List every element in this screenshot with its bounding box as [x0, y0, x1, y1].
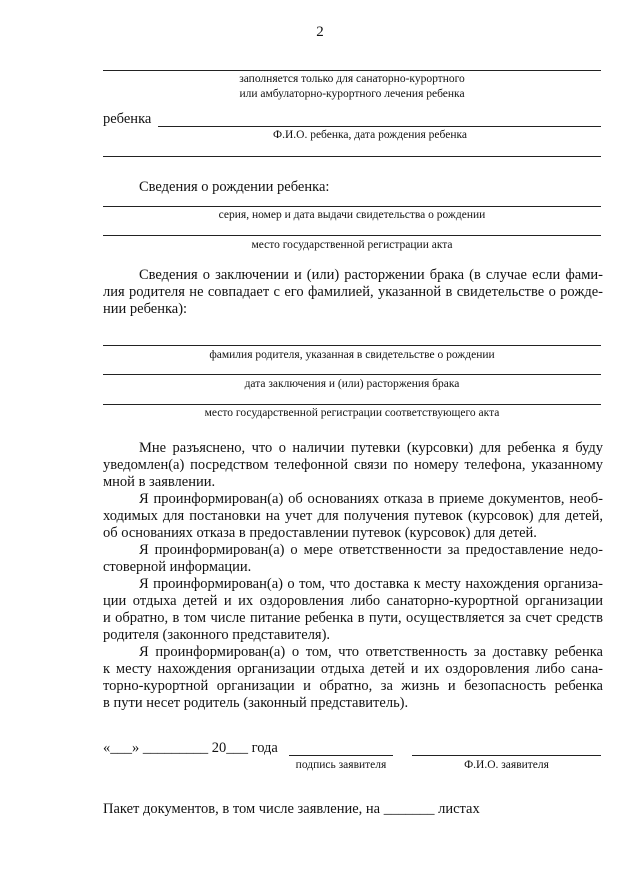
statement-2-line: об основаниях отказа в предоставлении путевок (курсовок) для детей. — [103, 525, 537, 541]
marriage-caption-1: фамилия родителя, указанная в свидетельстве о рождении — [209, 349, 495, 361]
statement-2-line: Я проинформирован(а) об основаниях отказа в приеме документов, необ- — [139, 491, 603, 507]
marriage-date-field[interactable] — [103, 374, 601, 375]
child-name-field[interactable] — [158, 126, 601, 127]
top-caption-line-2: или амбулаторно-курортного лечения ребенка — [239, 88, 465, 100]
statement-5-line: в пути несет родитель (законный представитель). — [103, 695, 409, 711]
signature-caption: подпись заявителя — [295, 759, 387, 771]
marriage-line-1: Сведения о заключении и (или) расторжении брака (в случае если фами- — [139, 267, 603, 283]
statement-4 — [103, 576, 603, 644]
statement-1-line: Мне разъяснено, что о наличии путевки (курсовки) для ребенка я буду — [139, 440, 603, 456]
marriage-line-2: лия родителя не совпадает с его фамилией, указанной в свидетельстве о рожде- — [103, 284, 603, 300]
statement-1-line: мной в заявлении. — [103, 474, 216, 490]
child-caption: Ф.И.О. ребенка, дата рождения ребенка — [273, 129, 467, 141]
birth-caption-2: место государственной регистрации акта — [251, 239, 453, 251]
statement-5-line: Я проинформирован(а) о том, что ответственность за доставку ребенка — [139, 644, 603, 660]
birth-certificate-field[interactable] — [103, 206, 601, 207]
applicant-name-field[interactable] — [412, 755, 601, 756]
statement-5-line: к месту нахождения организации отдыха детей и их оздоровления либо сана- — [103, 661, 603, 677]
child-extra-field[interactable] — [103, 156, 601, 157]
statement-2-line: ходимых для постановки на учет для получения путевок (курсовок) для детей, — [103, 508, 603, 524]
page-number: 2 — [316, 24, 324, 40]
date-field[interactable]: «___» _________ 20___ года — [103, 740, 278, 756]
marriage-line-3: нии ребенка): — [103, 301, 188, 317]
statement-3 — [103, 542, 603, 576]
statement-4-line: Я проинформирован(а) о том, что доставка к месту нахождения организа- — [139, 576, 603, 592]
marriage-caption-2: дата заключения и (или) расторжения брака — [244, 378, 460, 390]
applicant-name-caption: Ф.И.О. заявителя — [464, 759, 549, 771]
signature-field[interactable] — [289, 755, 393, 756]
statement-3-line: Я проинформирован(а) о мере ответственности за предоставление недо- — [139, 542, 603, 558]
birth-heading: Сведения о рождении ребенка: — [139, 179, 330, 195]
top-form-line[interactable] — [103, 70, 601, 71]
parent-surname-field[interactable] — [103, 345, 601, 346]
statement-5-line: торно-курортной организации и обратно, за жизнь и безопасность ребенка — [103, 678, 603, 694]
statement-1-line: уведомлен(а) посредством телефонной связи по номеру телефона, указанному — [103, 457, 603, 473]
statement-1 — [103, 440, 603, 491]
child-label: ребенка — [103, 111, 152, 127]
statement-3-line: стоверной информации. — [103, 559, 252, 575]
statement-4-line: и обратно, в том числе питание ребенка в пути, осуществляется за счет средств — [103, 610, 603, 626]
statement-2 — [103, 491, 603, 542]
marriage-registration-field[interactable] — [103, 404, 601, 405]
marriage-paragraph — [103, 267, 603, 318]
statement-5 — [103, 644, 603, 712]
birth-registration-field[interactable] — [103, 235, 601, 236]
footer-text: Пакет документов, в том числе заявление, на _______ листах — [103, 801, 480, 817]
birth-caption-1: серия, номер и дата выдачи свидетельства о рождении — [218, 209, 486, 221]
statement-4-line: ции отдыха детей и их оздоровления либо санаторно-курортной организации — [103, 593, 603, 609]
statement-4-line: родителя (законного представителя). — [103, 627, 331, 643]
top-caption-line-1: заполняется только для санаторно-курортного — [239, 73, 465, 85]
marriage-caption-3: место государственной регистрации соответствующего акта — [204, 407, 500, 419]
